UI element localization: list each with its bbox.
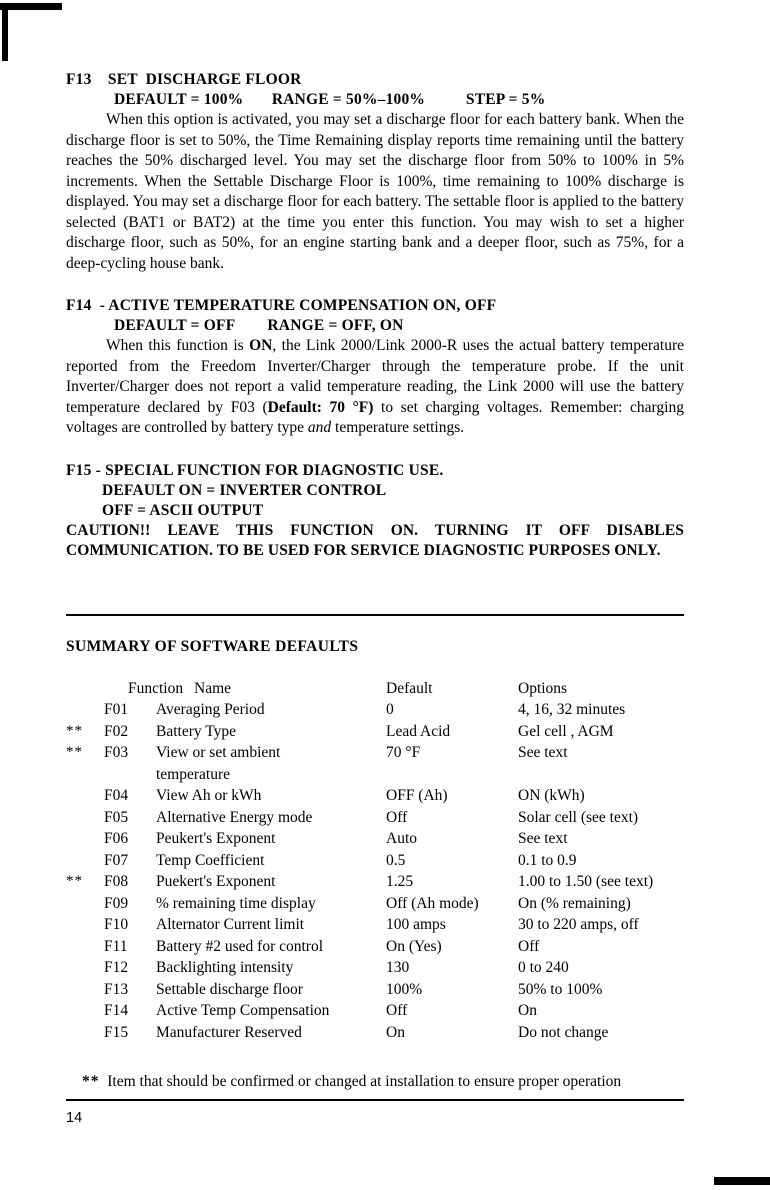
table-body [66, 699, 684, 1043]
scan-artifact-left-bar [2, 3, 8, 61]
row-asterisk [66, 850, 104, 872]
header-default: Default [386, 679, 433, 697]
row-function-name: temperature [156, 765, 231, 783]
table-row [66, 936, 684, 958]
row-options-value: Off [518, 937, 540, 955]
row-options-value: 50% to 100% [518, 980, 603, 998]
section-f13 [66, 70, 684, 274]
f13-parameters: DEFAULT = 100% RANGE = 50%–100% STEP = 5% [114, 91, 546, 108]
row-options-value: 0.1 to 0.9 [518, 851, 577, 869]
section-f15 [66, 461, 684, 562]
f14-body-part3: to set charging voltages. Remember: charging voltages are controlled by battery type [66, 398, 684, 436]
row-asterisk [66, 914, 104, 936]
table-header-row [66, 678, 684, 700]
footnote-text: Item that should be confirmed or changed at installation to ensure proper operation [99, 1073, 622, 1090]
summary-bottom-rule [66, 1099, 684, 1101]
row-asterisk [66, 1000, 104, 1022]
page-content [66, 70, 684, 1101]
row-asterisk [66, 893, 104, 915]
row-options-value: See text [518, 830, 568, 847]
table-row [66, 807, 684, 829]
scan-artifact-top-bar [0, 3, 62, 10]
f14-body [66, 336, 684, 439]
scan-artifact-bottom-bar [714, 1177, 770, 1185]
f14-body-bold-default: Default: 70 °F) [267, 398, 374, 416]
row-options-value: Solar cell (see text) [518, 808, 639, 826]
row-function-name: Averaging Period [156, 701, 265, 718]
f14-body-bold-on: ON [249, 337, 273, 354]
row-default-value: 130 [386, 959, 410, 976]
row-function-code: F08 [104, 873, 129, 890]
row-function-name: Manufacturer Reserved [156, 1023, 302, 1041]
spacer [66, 1065, 684, 1072]
f14-body-italic-and: and [307, 419, 332, 436]
table-row [66, 957, 684, 979]
row-function-code: F13 [104, 980, 129, 998]
row-function-code: F05 [104, 808, 129, 826]
table-row [66, 828, 684, 850]
table-row [66, 914, 684, 936]
row-options-value: 1.00 to 1.50 (see text) [518, 873, 654, 890]
spacer [66, 439, 684, 461]
software-defaults-table [66, 678, 684, 1044]
table-row [66, 871, 684, 893]
row-asterisk [66, 807, 104, 829]
spacer [66, 592, 684, 614]
row-function-name: Backlighting intensity [156, 959, 294, 976]
row-asterisk [66, 979, 104, 1001]
row-options-value: 0 to 240 [518, 959, 569, 976]
row-asterisk [66, 785, 104, 807]
f15-heading: F15 - SPECIAL FUNCTION FOR DIAGNOSTIC USE. [66, 461, 444, 479]
row-asterisk [66, 764, 104, 786]
f13-body: When this option is activated, you may set a discharge floor for each battery bank. When the discharge floor is set to 50%, the Time Remaining display reports time remaining until the battery reaches the 50% discharged level. You may set the discharge floor from 50% to 100% in 5% increments. When the Settable Discharge Floor is 100%, time remaining to 100% discharge is displayed. You may set a discharge floor for each battery. The settable floor is applied to the battery selected (BAT1 or BAT2) at the time you enter this function. You may wish to set a higher discharge floor, such as 50%, for an engine starting bank and a deeper floor, such as 75%, for a deep-cycling house bank. [66, 111, 684, 272]
f13-heading: F13 SET DISCHARGE FLOOR [66, 71, 302, 88]
row-function-code: F02 [104, 722, 129, 740]
row-default-value: Off [386, 1002, 408, 1019]
row-function-name: Alternator Current limit [156, 916, 305, 933]
table-row [66, 1022, 684, 1044]
row-function-code: F15 [104, 1023, 129, 1041]
spacer [66, 562, 684, 592]
table-footnote [66, 1072, 684, 1092]
footnote-asterisks: ** [82, 1073, 100, 1090]
row-function-code: F10 [104, 916, 129, 933]
row-options-value: See text [518, 744, 568, 761]
row-options-value: 4, 16, 32 minutes [518, 701, 626, 718]
row-function-code: F11 [104, 937, 128, 955]
spacer [66, 1092, 684, 1099]
section-f14 [66, 296, 684, 439]
row-asterisk [66, 1022, 104, 1044]
row-default-value: Off (Ah mode) [386, 894, 479, 912]
row-function-name: Alternative Energy mode [156, 808, 313, 826]
table-header [66, 678, 684, 700]
row-function-name: View or set ambient [156, 744, 281, 761]
row-default-value [386, 764, 518, 786]
row-function-code: F14 [104, 1002, 129, 1019]
header-name: Name [194, 679, 232, 697]
row-function-name: Battery Type [156, 722, 236, 740]
table-row [66, 850, 684, 872]
f14-body-part2: , the Link 2000/Link 2000-R uses the actual battery temperature reported from the Freedom Inverter/Charger through the temperature probe. If the unit Inverter/Charger does not report a valid temperature reading, the Link 2000 will use the battery temperature declared by F03 ( [66, 337, 684, 416]
row-default-value: 0.5 [386, 851, 406, 869]
row-default-value: On [386, 1023, 405, 1041]
row-asterisk: ** [66, 744, 83, 760]
header-options: Options [518, 679, 568, 697]
row-options-value: On [518, 1002, 537, 1019]
table-row [66, 893, 684, 915]
f14-body-part1: When this function is [106, 337, 250, 354]
row-asterisk [66, 957, 104, 979]
row-function-name: % remaining time display [156, 894, 316, 912]
f15-off-line: OFF = ASCII OUTPUT [102, 501, 264, 519]
row-asterisk [66, 828, 104, 850]
row-default-value: Auto [386, 830, 417, 847]
page-number: 14 [66, 1110, 83, 1126]
row-options-value: On (% remaining) [518, 894, 631, 912]
row-options-value: Do not change [518, 1023, 609, 1041]
table-row [66, 699, 684, 721]
table-row [66, 1000, 684, 1022]
row-default-value: 1.25 [386, 873, 414, 890]
row-default-value: On (Yes) [386, 937, 442, 955]
row-default-value: Off [386, 808, 408, 826]
spacer [66, 1043, 684, 1065]
header-star-spacer [66, 678, 104, 700]
row-default-value: 100 amps [386, 916, 446, 933]
spacer [66, 274, 684, 296]
row-function-name: Peukert's Exponent [156, 830, 276, 847]
row-function-code: F12 [104, 959, 129, 976]
row-function-code: F06 [104, 830, 129, 847]
table-row [66, 979, 684, 1001]
row-asterisk [66, 699, 104, 721]
row-function-code: F01 [104, 701, 129, 718]
f14-parameters: DEFAULT = OFF RANGE = OFF, ON [114, 317, 404, 334]
row-asterisk [66, 936, 104, 958]
row-default-value: 70 °F [386, 744, 421, 761]
row-default-value: Lead Acid [386, 722, 451, 740]
row-options-value: 30 to 220 amps, off [518, 916, 639, 933]
f14-heading: F14 - ACTIVE TEMPERATURE COMPENSATION ON, OFF [66, 297, 497, 314]
table-row [66, 721, 684, 743]
row-options-value [518, 764, 684, 786]
row-function-code: F04 [104, 787, 129, 804]
row-default-value: 0 [386, 701, 394, 718]
row-default-value: 100% [386, 980, 423, 998]
row-function-name: Temp Coefficient [156, 851, 265, 869]
row-function-name: Puekert's Exponent [156, 873, 276, 890]
row-asterisk: ** [66, 722, 83, 739]
header-function: Function [128, 679, 184, 697]
table-row [66, 742, 684, 764]
row-asterisk: ** [66, 873, 83, 889]
f15-default-line: DEFAULT ON = INVERTER CONTROL [102, 481, 387, 499]
row-default-value: OFF (Ah) [386, 787, 448, 804]
table-row [66, 785, 684, 807]
row-function-code [104, 764, 156, 786]
row-function-name: Battery #2 used for control [156, 937, 324, 955]
f15-caution-text: CAUTION!! LEAVE THIS FUNCTION ON. TURNING IT OFF DISABLES COMMUNICATION. TO BE USED FOR SERVICE DIAGNOSTIC PURPOSES ONLY. [66, 521, 684, 559]
row-function-code: F03 [104, 744, 129, 761]
spacer [66, 616, 684, 638]
spacer [66, 656, 684, 678]
row-options-value: ON (kWh) [518, 787, 585, 804]
f14-body-part4: temperature settings. [331, 419, 465, 436]
row-options-value: Gel cell , AGM [518, 722, 614, 740]
summary-heading: SUMMARY OF SOFTWARE DEFAULTS [66, 637, 359, 655]
row-function-code: F07 [104, 851, 129, 869]
table-row [66, 764, 684, 786]
row-function-name: Active Temp Compensation [156, 1002, 330, 1019]
row-function-code: F09 [104, 894, 129, 912]
row-function-name: Settable discharge floor [156, 980, 303, 998]
row-function-name: View Ah or kWh [156, 787, 262, 804]
